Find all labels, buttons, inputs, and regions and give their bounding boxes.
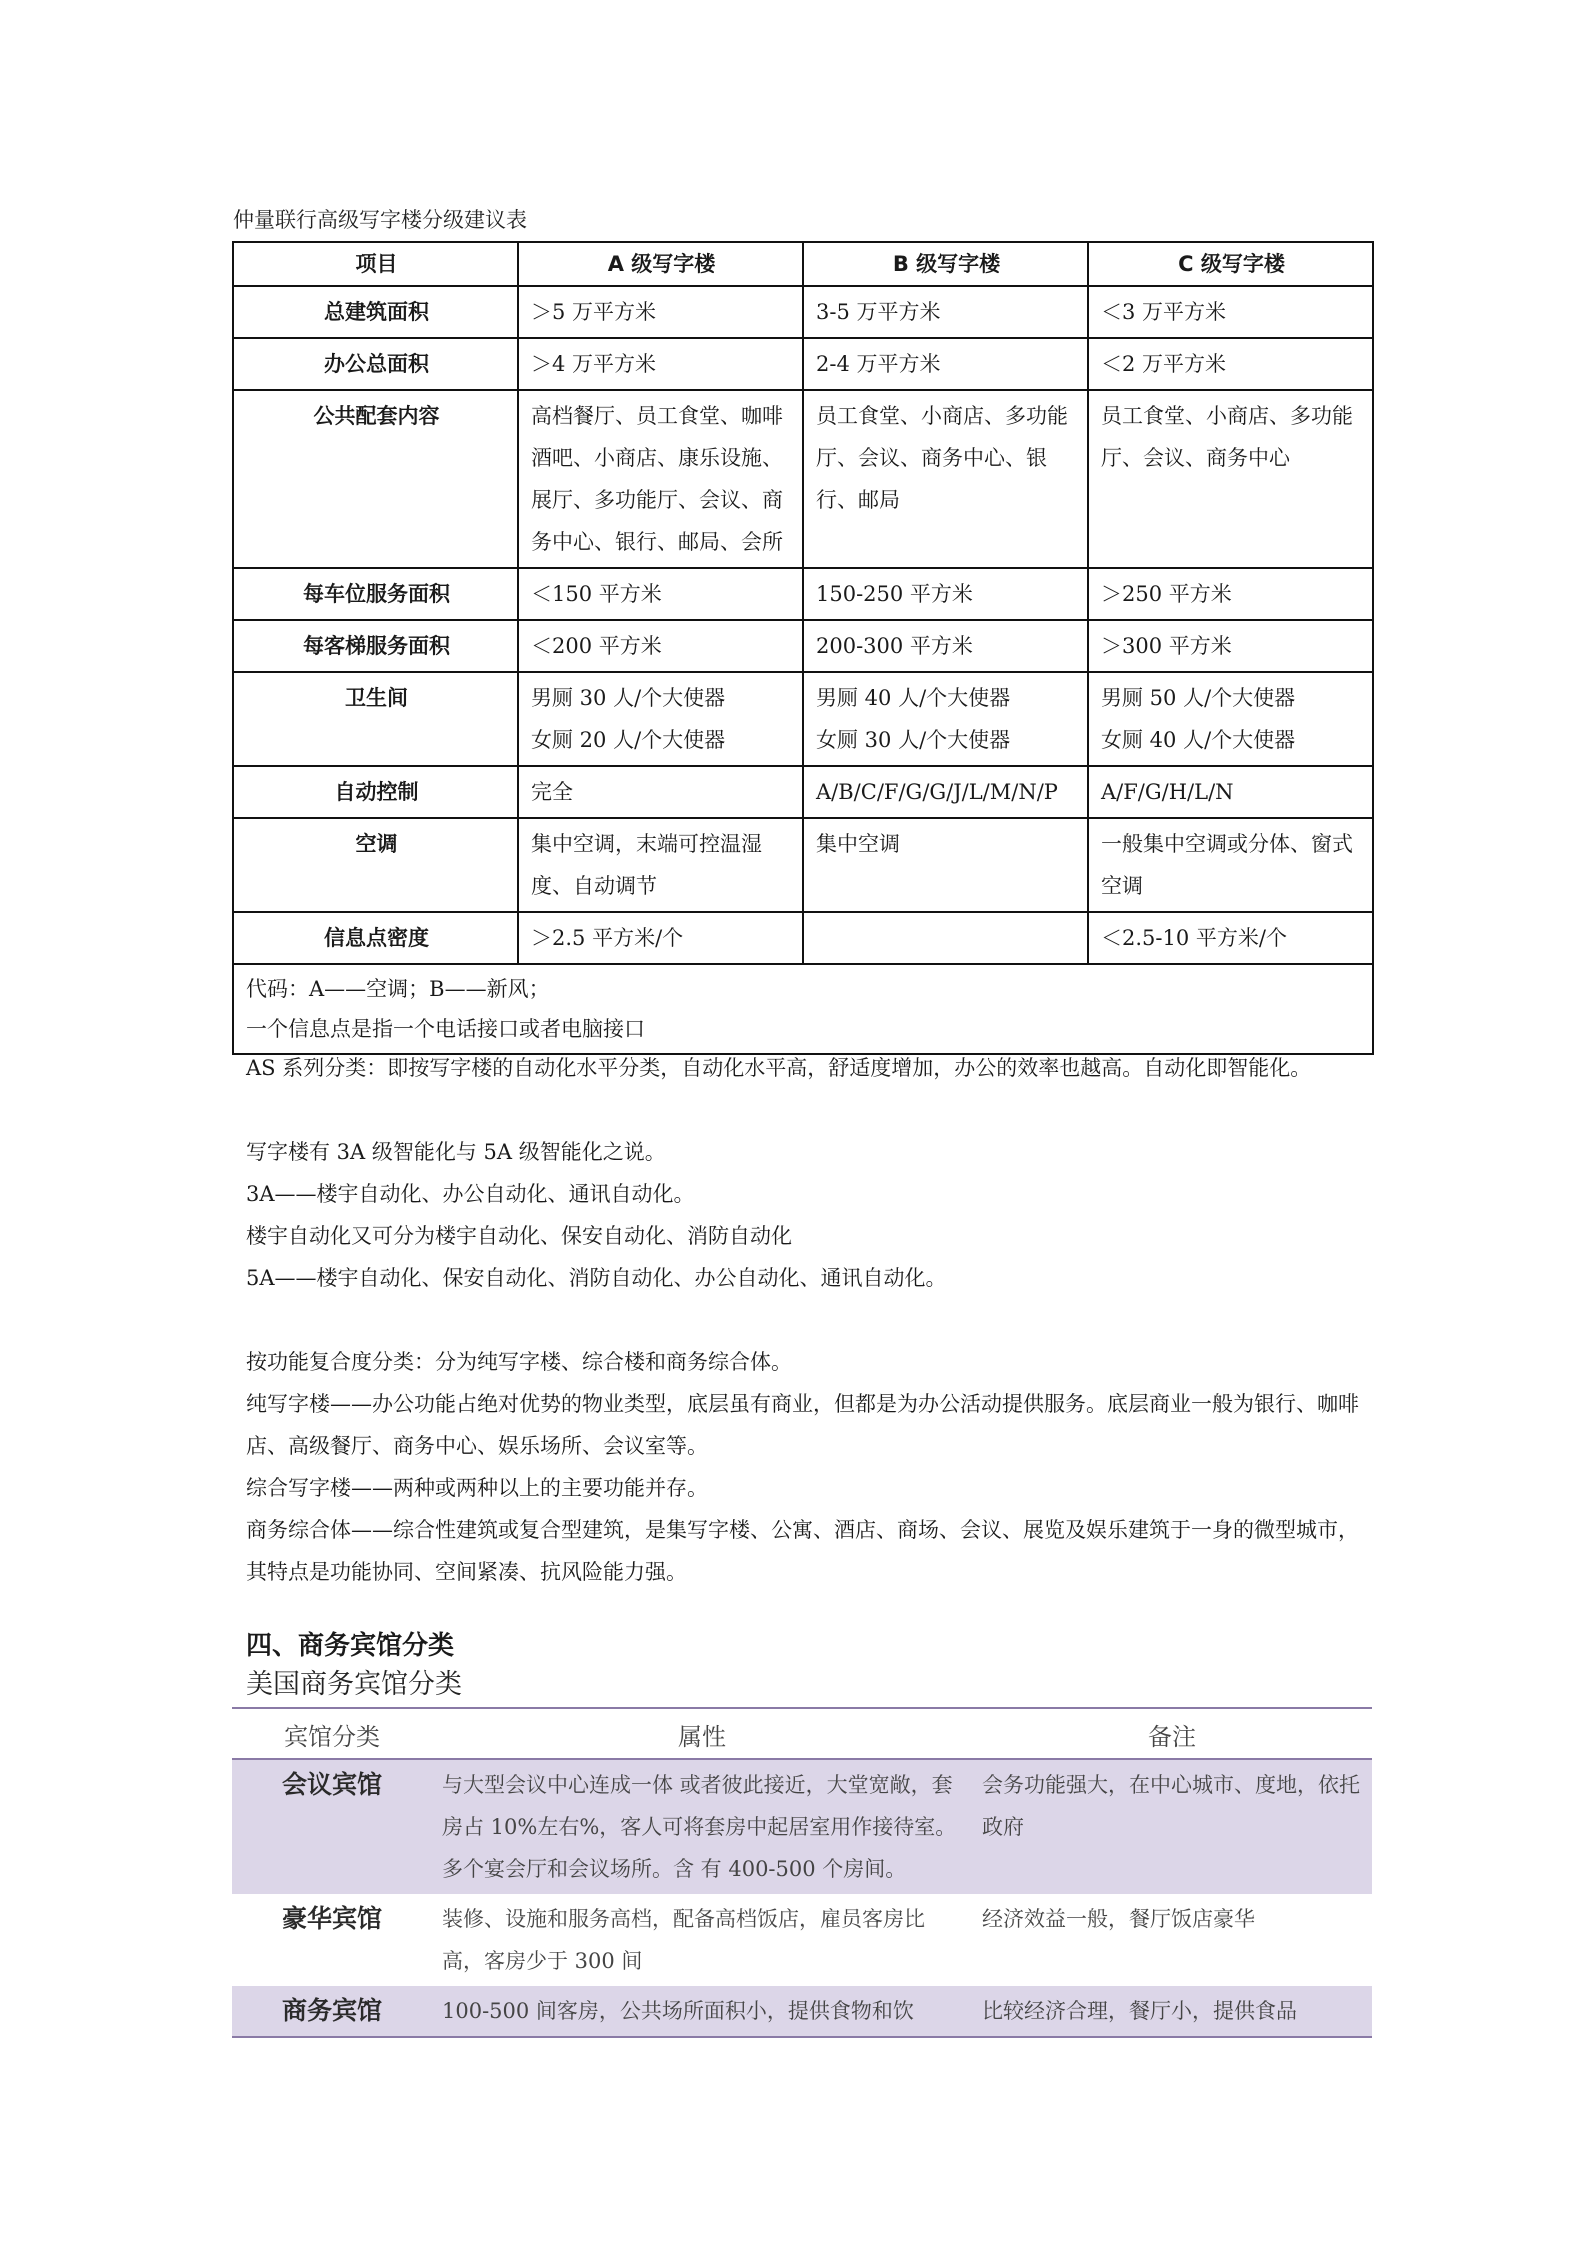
table-row <box>233 568 1373 620</box>
cell-a: 高档餐厅、员工食堂、咖啡酒吧、小商店、康乐设施、展厅、多功能厅、会议、商务中心、银行、邮局、会所 <box>518 390 803 568</box>
cell-b: 200-300 平方米 <box>803 620 1088 672</box>
cell-c <box>1088 672 1373 766</box>
table-row <box>233 912 1373 964</box>
table-row <box>233 818 1373 912</box>
grade-table-caption: 仲量联行高级写字楼分级建议表 <box>233 208 527 232</box>
cell-a: ＞4 万平方米 <box>518 338 803 390</box>
cell-a: ＞2.5 平方米/个 <box>518 912 803 964</box>
table-row <box>232 1759 1372 1894</box>
cell-c: ＞250 平方米 <box>1088 568 1373 620</box>
paragraph-grades: 写字楼有 3A 级智能化与 5A 级智能化之说。 <box>246 1140 666 1164</box>
cell-line: 男厕 30 人/个大使器 <box>531 686 726 710</box>
hotel-classification-table <box>232 1707 1372 2038</box>
cell-b: A/B/C/F/G/G/J/L/M/N/P <box>803 766 1088 818</box>
header-item: 项目 <box>233 242 518 286</box>
table-row <box>233 390 1373 568</box>
paragraph-business-complex: 商务综合体——综合性建筑或复合型建筑，是集写字楼、公寓、酒店、商场、会议、展览及娱乐建筑于一身的微型城市，其特点是功能协同、空间紧凑、抗风险能力强。 <box>246 1518 1359 1584</box>
paragraph-complex-office: 综合写字楼——两种或两种以上的主要功能并存。 <box>246 1476 708 1500</box>
paragraph-pure-office: 纯写字楼——办公功能占绝对优势的物业类型，底层虽有商业，但都是为办公活动提供服务。底层商业一般为银行、咖啡店、高级餐厅、商务中心、娱乐场所、会议室等。 <box>246 1392 1359 1458</box>
cell-c: ＞300 平方米 <box>1088 620 1373 672</box>
cell-c: A/F/G/H/L/N <box>1088 766 1373 818</box>
hotel-type: 商务宾馆 <box>232 1986 432 2037</box>
hotel-attribute: 100-500 间客房，公共场所面积小，提供食物和饮 <box>432 1986 972 2037</box>
hotel-remark: 会务功能强大，在中心城市、度地，依托政府 <box>972 1759 1372 1894</box>
section-heading: 四、商务宾馆分类 <box>246 1631 455 1661</box>
cell-c: ＜3 万平方米 <box>1088 286 1373 338</box>
cell-c: ＜2.5-10 平方米/个 <box>1088 912 1373 964</box>
hotel-remark: 经济效益一般，餐厅饭店豪华 <box>982 1907 1255 1931</box>
header-hotel-type: 宾馆分类 <box>232 1708 432 1759</box>
header-remark: 备注 <box>972 1708 1372 1759</box>
paragraph-building-automation: 楼宇自动化又可分为楼宇自动化、保安自动化、消防自动化 <box>246 1224 792 1248</box>
cell-c: 员工食堂、小商店、多功能厅、会议、商务中心 <box>1088 390 1373 568</box>
table-row <box>233 338 1373 390</box>
cell-b: 员工食堂、小商店、多功能厅、会议、商务中心、银行、邮局 <box>803 390 1088 568</box>
hotel-table-caption: 美国商务宾馆分类 <box>246 1669 462 1700</box>
table-row <box>232 1894 1372 1986</box>
row-label: 总建筑面积 <box>233 286 518 338</box>
cell-b <box>803 672 1088 766</box>
row-label: 信息点密度 <box>233 912 518 964</box>
cell-line: 女厕 20 人/个大使器 <box>531 728 726 752</box>
row-label: 自动控制 <box>233 766 518 818</box>
cell-c: ＜2 万平方米 <box>1088 338 1373 390</box>
cell-a: ＜200 平方米 <box>518 620 803 672</box>
cell-b: 集中空调 <box>803 818 1088 912</box>
hotel-type: 会议宾馆 <box>232 1759 432 1894</box>
office-grade-table <box>232 241 1374 1055</box>
header-grade-c: C 级写字楼 <box>1088 242 1373 286</box>
table-note <box>233 964 1373 1054</box>
hotel-remark: 比较经济合理，餐厅小，提供食品 <box>972 1986 1372 2037</box>
cell-a: 完全 <box>518 766 803 818</box>
cell-line: 男厕 50 人/个大使器 <box>1101 686 1296 710</box>
cell-b: 2-4 万平方米 <box>803 338 1088 390</box>
table-row <box>233 286 1373 338</box>
cell-a: 集中空调，末端可控温湿度、自动调节 <box>518 818 803 912</box>
hotel-type: 豪华宾馆 <box>281 1904 382 1933</box>
cell-line: 男厕 40 人/个大使器 <box>816 686 1011 710</box>
row-label: 办公总面积 <box>233 338 518 390</box>
table-row <box>232 1986 1372 2037</box>
cell-c: 一般集中空调或分体、窗式空调 <box>1088 818 1373 912</box>
paragraph-3a: 3A——楼宇自动化、办公自动化、通讯自动化。 <box>246 1182 695 1206</box>
table-row <box>233 620 1373 672</box>
table-note-row <box>233 964 1373 1054</box>
hotel-attribute: 与大型会议中心连成一体 或者彼此接近，大堂宽敞，套房占 10%左右%，客人可将套房中起居室用作接待室。多个宴会厅和会议场所。含 有 400-500 个房间。 <box>432 1759 972 1894</box>
paragraph-as-series: AS 系列分类：即按写字楼的自动化水平分类，自动化水平高，舒适度增加，办公的效率也越高。自动化即智能化。 <box>246 1056 1312 1080</box>
row-label: 空调 <box>233 818 518 912</box>
note-line: 一个信息点是指一个电话接口或者电脑接口 <box>246 1017 645 1041</box>
header-grade-b: B 级写字楼 <box>803 242 1088 286</box>
cell-a: ＞5 万平方米 <box>518 286 803 338</box>
cell-b: 3-5 万平方米 <box>803 286 1088 338</box>
note-line: 代码：A——空调；B——新风； <box>246 977 550 1001</box>
row-label: 公共配套内容 <box>233 390 518 568</box>
paragraph-5a: 5A——楼宇自动化、保安自动化、消防自动化、办公自动化、通讯自动化。 <box>246 1266 947 1290</box>
cell-line: 女厕 30 人/个大使器 <box>816 728 1011 752</box>
cell-a: ＜150 平方米 <box>518 568 803 620</box>
cell-a <box>518 672 803 766</box>
hotel-attribute: 装修、设施和服务高档，配备高档饭店，雇员客房比高，客房少于 300 间 <box>442 1907 925 1973</box>
table-row <box>233 766 1373 818</box>
row-label: 每客梯服务面积 <box>233 620 518 672</box>
row-label: 卫生间 <box>233 672 518 766</box>
table-header-row <box>233 242 1373 286</box>
header-attribute: 属性 <box>432 1708 972 1759</box>
cell-b <box>803 912 1088 964</box>
cell-b: 150-250 平方米 <box>803 568 1088 620</box>
table-row <box>233 672 1373 766</box>
cell-line: 女厕 40 人/个大使器 <box>1101 728 1296 752</box>
table-header-row <box>232 1708 1372 1759</box>
paragraph-function-class: 按功能复合度分类：分为纯写字楼、综合楼和商务综合体。 <box>246 1350 792 1374</box>
row-label: 每车位服务面积 <box>233 568 518 620</box>
header-grade-a: A 级写字楼 <box>518 242 803 286</box>
